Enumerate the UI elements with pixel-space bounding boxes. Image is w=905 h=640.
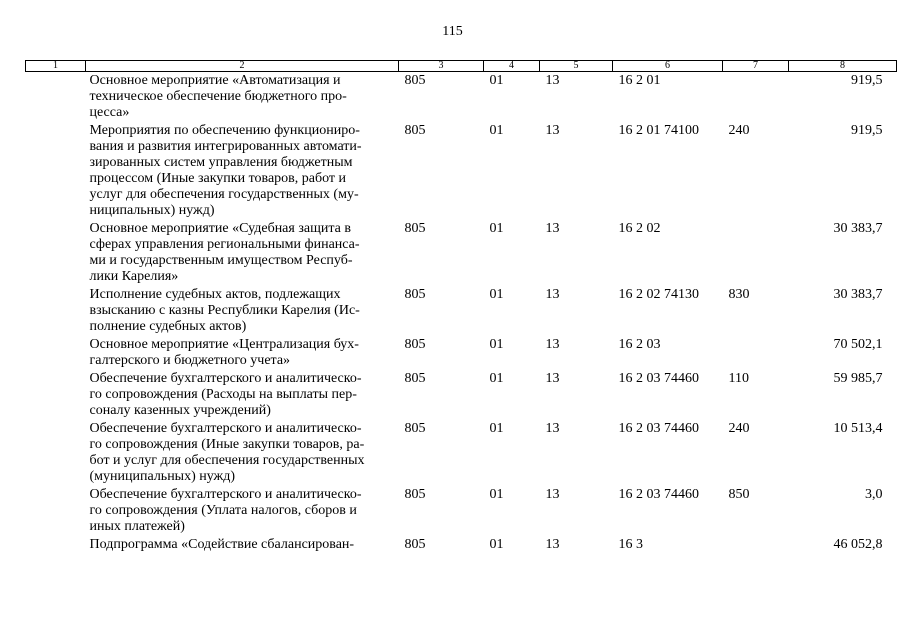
cell-target-article: 16 3 (618, 537, 643, 552)
cell-expense-name: Основное мероприятие «Централизация бух- галтерского и бюджетного учета» (89, 337, 359, 368)
cell-amount: 59 985,7 (833, 371, 883, 386)
cell-department-code: 805 (404, 337, 426, 352)
cell-expense-type: 830 (728, 287, 750, 302)
column-number-7: 7 (723, 61, 789, 72)
cell-target-article: 16 2 02 74130 (618, 287, 699, 302)
cell-amount: 919,5 (851, 123, 883, 138)
cell-department-code: 805 (404, 123, 426, 138)
column-number-4: 4 (484, 61, 540, 72)
cell-amount: 3,0 (865, 487, 883, 502)
cell-amount: 919,5 (851, 73, 883, 88)
cell-department-code: 805 (404, 287, 426, 302)
cell-amount: 30 383,7 (833, 221, 883, 236)
cell-empty (26, 72, 86, 123)
column-number-5: 5 (540, 61, 613, 72)
table-row (26, 370, 897, 420)
table-header (26, 61, 897, 72)
table-row (26, 336, 897, 370)
cell-department-code: 805 (404, 537, 426, 552)
column-number-8: 8 (789, 61, 897, 72)
cell-section-code: 01 (489, 371, 504, 386)
cell-expense-type (723, 72, 789, 123)
table-row (26, 486, 897, 536)
cell-section-code: 01 (489, 537, 504, 552)
cell-subsection-code: 13 (545, 123, 560, 138)
cell-subsection-code: 13 (545, 337, 560, 352)
cell-amount: 30 383,7 (833, 287, 883, 302)
cell-expense-name: Обеспечение бухгалтерского и аналитическо- го сопровождения (Уплата налогов, сборов и иных платежей) (89, 487, 362, 534)
cell-expense-name: Обеспечение бухгалтерского и аналитическо- го сопровождения (Расходы на выплаты пер- соналу казенных учреждений) (89, 371, 362, 418)
cell-empty (26, 536, 86, 554)
cell-subsection-code: 13 (545, 537, 560, 552)
cell-expense-name: Основное мероприятие «Автоматизация и техническое обеспечение бюджетного про- цесса» (89, 73, 347, 120)
column-number-2: 2 (86, 61, 399, 72)
cell-target-article: 16 2 03 (618, 337, 661, 352)
cell-target-article: 16 2 03 74460 (618, 371, 699, 386)
cell-expense-type (723, 536, 789, 554)
cell-target-article: 16 2 01 74100 (618, 123, 699, 138)
table-row (26, 72, 897, 123)
cell-expense-type: 850 (728, 487, 750, 502)
cell-subsection-code: 13 (545, 287, 560, 302)
page-number: 115 (442, 24, 463, 39)
cell-expense-type (723, 336, 789, 370)
cell-subsection-code: 13 (545, 421, 560, 436)
cell-subsection-code: 13 (545, 221, 560, 236)
cell-section-code: 01 (489, 337, 504, 352)
cell-target-article: 16 2 03 74460 (618, 487, 699, 502)
cell-expense-type: 110 (728, 371, 749, 386)
table-row (26, 536, 897, 554)
cell-empty (26, 122, 86, 220)
table-body (26, 72, 897, 555)
cell-section-code: 01 (489, 287, 504, 302)
cell-target-article: 16 2 01 (618, 73, 661, 88)
cell-department-code: 805 (404, 221, 426, 236)
table-row (26, 420, 897, 486)
cell-empty (26, 336, 86, 370)
cell-subsection-code: 13 (545, 73, 560, 88)
cell-expense-type: 240 (728, 123, 750, 138)
cell-empty (26, 286, 86, 336)
cell-department-code: 805 (404, 371, 426, 386)
cell-department-code: 805 (404, 73, 426, 88)
cell-subsection-code: 13 (545, 371, 560, 386)
cell-expense-name: Мероприятия по обеспечению функциониро- вания и развития интегрированных автомати- зированных систем управления бюджетным процессом (Иные закупки товаров, работ и услуг для обеспечения государственных (му- ниципальных) нужд) (89, 123, 362, 218)
cell-amount: 46 052,8 (833, 537, 883, 552)
cell-subsection-code: 13 (545, 487, 560, 502)
cell-section-code: 01 (489, 73, 504, 88)
cell-expense-name: Подпрограмма «Содействие сбалансирован- (89, 537, 355, 552)
table-row (26, 286, 897, 336)
cell-target-article: 16 2 02 (618, 221, 661, 236)
cell-empty (26, 220, 86, 286)
cell-amount: 10 513,4 (833, 421, 883, 436)
cell-target-article: 16 2 03 74460 (618, 421, 699, 436)
cell-expense-name: Основное мероприятие «Судебная защита в сферах управления региональными финанса- ми и государственным имуществом Респуб- лики Карелия» (89, 221, 360, 284)
cell-empty (26, 486, 86, 536)
cell-department-code: 805 (404, 487, 426, 502)
cell-empty (26, 420, 86, 486)
column-number-3: 3 (399, 61, 484, 72)
table-row (26, 122, 897, 220)
table-row (26, 220, 897, 286)
cell-section-code: 01 (489, 487, 504, 502)
budget-table (25, 60, 897, 554)
cell-expense-type: 240 (728, 421, 750, 436)
cell-amount: 70 502,1 (833, 337, 883, 352)
column-number-6: 6 (613, 61, 723, 72)
column-number-1: 1 (26, 61, 86, 72)
cell-expense-name: Исполнение судебных актов, подлежащих взысканию с казны Республики Карелия (Ис- полнение судебных актов) (89, 287, 360, 334)
cell-expense-type (723, 220, 789, 286)
cell-section-code: 01 (489, 123, 504, 138)
cell-department-code: 805 (404, 421, 426, 436)
cell-empty (26, 370, 86, 420)
header-row (26, 61, 897, 72)
cell-section-code: 01 (489, 221, 504, 236)
cell-expense-name: Обеспечение бухгалтерского и аналитическо- го сопровождения (Иные закупки товаров, ра- бот и услуг для обеспечения государственных (муниципальных) нужд) (89, 421, 365, 484)
cell-section-code: 01 (489, 421, 504, 436)
